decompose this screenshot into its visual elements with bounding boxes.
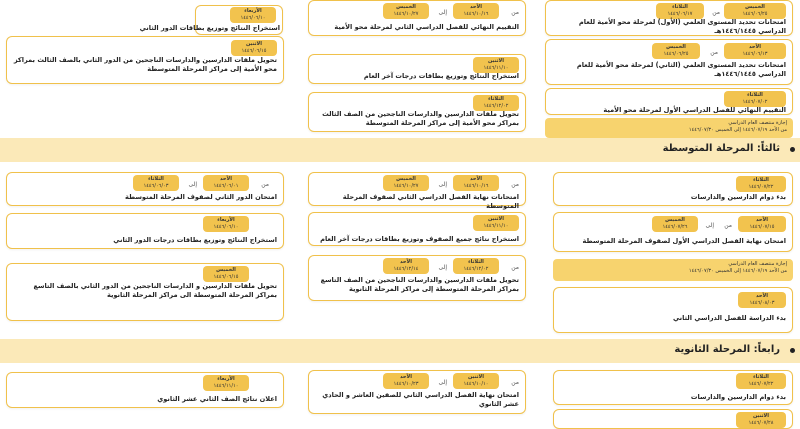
event-description: التقييم النهائي للفصل الدراسي الثاني لمرحلة محو الأمية bbox=[334, 23, 519, 31]
start-date-badge: الأربعاء ١٤٤٦/٠٦/١٠ bbox=[230, 7, 276, 23]
end-date-badge: الثلاثاء ١٤٤٦/٠٦/١٧ bbox=[656, 3, 704, 19]
start-date-badge: الأحد ١٤٤٦/٠٨/٠٣ bbox=[738, 292, 786, 308]
section-title: رابعاً: المرحلة الثانوية bbox=[674, 344, 780, 355]
event-description: استخراج النتائج وتوزيع بطاقات درجات آخر العام bbox=[363, 72, 519, 80]
to-label: إلى bbox=[705, 222, 714, 229]
holiday-range: من الأحد ١٤٤٦/٠٧/١٩ إلى الخميس ١٤٤٦/٠٧/٣٠ bbox=[688, 127, 787, 133]
event-description: امتحان نهاية الفصل الدراسي الثاني للصفين العاشر و الحادي عشر الثانوي bbox=[322, 391, 519, 408]
start-date-badge: الثلاثاء ١٤٤٦/٠٧/٠٢ bbox=[724, 91, 786, 107]
start-date-badge: الاثنين ١٤٤٦/٠٧/٢٨ bbox=[736, 412, 786, 428]
event-card bbox=[6, 36, 284, 84]
holiday-title: إجازة منتصف العام الدراسي bbox=[728, 261, 787, 267]
event-card bbox=[553, 287, 793, 333]
to-label: إلى bbox=[438, 379, 447, 386]
event-description: اعلان نتائج الصف الثاني عشر الثانوي bbox=[157, 395, 277, 403]
from-label: من bbox=[511, 181, 519, 188]
end-date-badge: الثلاثاء ١٤٤٦/٠٦/٠٣ bbox=[133, 175, 179, 191]
start-date-badge: الأحد ١٤٤٦/٠٦/١٣ bbox=[724, 43, 786, 59]
to-label: إلى bbox=[438, 264, 447, 271]
event-description: استخراج النتائج وتوزيع بطاقات درجات الدور الثاني bbox=[113, 236, 277, 244]
event-card bbox=[308, 212, 526, 246]
to-label: إلى bbox=[438, 181, 447, 188]
start-date-badge: الاثنين ١٤٤٦/١١/١٠ bbox=[473, 57, 519, 73]
event-description: بدء دوام الدارسين والدارسات bbox=[690, 393, 786, 401]
event-card bbox=[553, 212, 793, 252]
start-date-badge: الأحد ١٤٤٦/٠٧/١٥ bbox=[738, 216, 786, 232]
start-date-badge: الخميس ١٤٤٦/٠٦/٢٥ bbox=[724, 3, 786, 19]
event-card bbox=[6, 372, 284, 408]
start-date-badge: الاثنين ١٤٤٦/١١/١٠ bbox=[473, 215, 519, 231]
start-date-badge: الاثنين ١٤٤٦/١٠/١٠ bbox=[453, 373, 499, 389]
event-card bbox=[308, 0, 526, 36]
event-description: تحويل ملفات الدارسين والدارسات الناجحين من الدور الثاني بالصف الثالث بمراكز محو الأمية إلى مراكز المرحلة المتوسطة bbox=[13, 56, 277, 73]
event-description: بدء الدراسة للفصل الدراسي الثاني bbox=[672, 314, 786, 322]
event-description: بدء دوام الدارسين والدارسات bbox=[690, 193, 786, 201]
end-date-badge: الأحد ١٤٤٦/١٠/٢٣ bbox=[383, 373, 429, 389]
to-label: إلى bbox=[188, 181, 197, 188]
event-card bbox=[6, 213, 284, 249]
event-description: تحويل ملفات الدارسين و الدارسات الناجحين من الدور الثاني بالصف التاسع بمراكز المرحلة المتوسطة الى مراكز المرحلة الثانوية bbox=[33, 282, 277, 299]
to-label: إلى bbox=[438, 9, 447, 16]
event-description: امتحان نهاية الفصل الدراسي الأول لصفوف المرحلة المتوسطة bbox=[582, 237, 786, 245]
start-date-badge: الثلاثاء ١٤٤٦/١٢/٠٢ bbox=[473, 95, 519, 111]
from-label: من bbox=[261, 181, 269, 188]
event-description: استخراج نتائج جميع الصفوف وتوزيع بطاقات درجات آخر العام bbox=[320, 235, 519, 243]
event-card bbox=[6, 263, 284, 321]
holiday-range: من الأحد ١٤٤٦/٠٧/١٩ إلى الخميس ١٤٤٦/٠٧/٣٠ bbox=[688, 268, 787, 274]
event-description: امتحانات تحديد المستوى العلمي (الأول) لمرحلة محو الأمية للعام الدراسي ١٤٤٦/١٤٤٥هـ bbox=[578, 18, 786, 35]
event-card bbox=[545, 88, 793, 115]
end-date-badge: الأحد ١٤٤٦/١٢/١٤ bbox=[383, 258, 429, 274]
from-label: من bbox=[511, 9, 519, 16]
holiday-note bbox=[545, 118, 793, 138]
bullet-icon bbox=[790, 147, 795, 152]
start-date-badge: الثلاثاء ١٤٤٦/٠٧/٢٢ bbox=[736, 176, 786, 192]
event-card bbox=[308, 54, 526, 84]
event-card bbox=[308, 172, 526, 210]
start-date-badge: الأحد ١٤٤٦/١٠/١٦ bbox=[453, 3, 499, 19]
event-card bbox=[308, 92, 526, 132]
event-description: استخراج النتائج وتوزيع بطاقات الدور الثاني bbox=[139, 24, 280, 32]
start-date-badge: الأحد ١٤٤٦/٠٦/٠١ bbox=[203, 175, 249, 191]
start-date-badge: الأربعاء ١٤٤٦/٠٦/١٠ bbox=[203, 216, 249, 232]
from-label: من bbox=[712, 9, 720, 16]
from-label: من bbox=[724, 222, 732, 229]
start-date-badge: الخميس ١٤٤٦/٠٦/١٥ bbox=[203, 266, 249, 282]
end-date-badge: الخميس ١٤٤٦/٠٧/٢٦ bbox=[652, 216, 698, 232]
event-card bbox=[553, 172, 793, 206]
from-label: من bbox=[511, 379, 519, 386]
end-date-badge: الخميس ١٤٤٦/١٠/٢٧ bbox=[383, 175, 429, 191]
event-description: التقييم النهائي للفصل الدراسي الأول لمرحلة محو الأمية bbox=[603, 106, 786, 114]
bullet-icon bbox=[790, 348, 795, 353]
start-date-badge: الثلاثاء ١٤٤٦/١٢/٠٢ bbox=[453, 258, 499, 274]
holiday-title: إجازة منتصف العام الدراسي bbox=[728, 120, 787, 126]
start-date-badge: الأربعاء ١٤٤٦/١١/١٠ bbox=[203, 375, 249, 391]
event-description: تحويل ملفات الدارسين والدارسات الناجحين من الصف الثالث بمراكز محو الأمية إلى مراكز المرحلة المتوسطة bbox=[322, 110, 519, 127]
from-label: من bbox=[710, 49, 718, 56]
event-description: تحويل ملفات الدارسين والدارسات الناجحين من الصف التاسع بمراكز المرحلة المتوسطة إلى مراكز المرحلة الثانوية bbox=[320, 276, 519, 293]
event-card bbox=[545, 0, 793, 36]
event-card bbox=[553, 409, 793, 429]
event-card bbox=[545, 39, 793, 85]
from-label: من bbox=[511, 264, 519, 271]
event-card bbox=[308, 255, 526, 301]
end-date-badge: الخميس ١٤٤٦/١٠/٢٧ bbox=[383, 3, 429, 19]
holiday-note bbox=[553, 259, 793, 281]
event-card bbox=[6, 172, 284, 206]
event-description: امتحان الدور الثاني لصفوف المرحلة المتوسطة bbox=[125, 193, 277, 201]
start-date-badge: الاثنين ١٤٤٦/٠٦/١٥ bbox=[231, 40, 277, 56]
event-card bbox=[308, 370, 526, 414]
start-date-badge: الثلاثاء ١٤٤٦/٠٧/٢٢ bbox=[736, 373, 786, 389]
section-title: ثالثاً: المرحلة المتوسطة bbox=[662, 143, 780, 154]
event-card bbox=[553, 370, 793, 405]
end-date-badge: الخميس ١٤٤٦/٠٦/٢٥ bbox=[652, 43, 700, 59]
start-date-badge: الأحد ١٤٤٦/١٠/١٦ bbox=[453, 175, 499, 191]
event-description: امتحانات نهاية الفصل الدراسي الثاني لصفوف المرحلة المتوسطة bbox=[342, 193, 519, 210]
event-description: امتحانات تحديد المستوى العلمي (الثاني) لمرحلة محو الأمية للعام الدراسي ١٤٤٦/١٤٤٥هـ bbox=[576, 61, 786, 78]
